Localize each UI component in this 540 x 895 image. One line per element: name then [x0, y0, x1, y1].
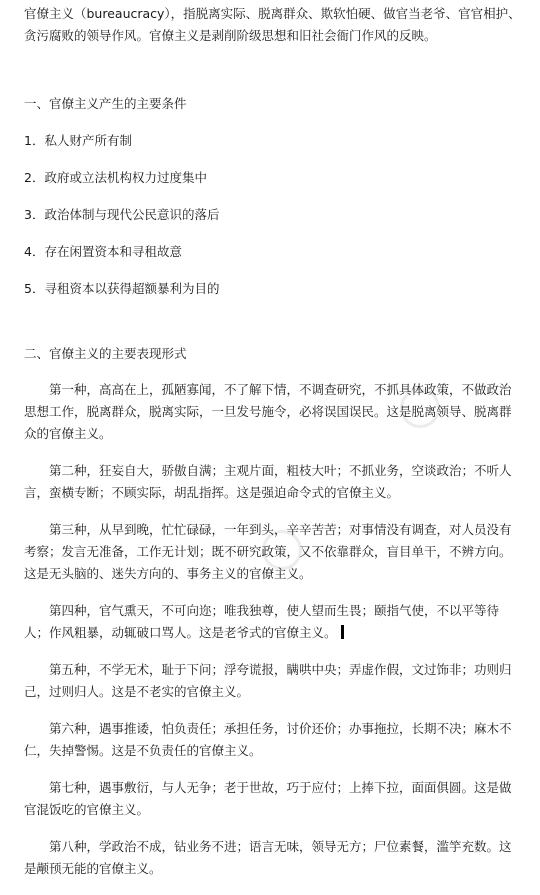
form-paragraph: 第八种，学政治不成，钻业务不进；语言无味，领导无方；尸位素餐，滥竽充数。这是颟顸无能的官僚主义。: [24, 839, 512, 876]
condition-item: 5．寻租资本以获得超额暴利为目的: [24, 281, 220, 296]
form-paragraph: 第一种，高高在上，孤陋寡闻，不了解下情，不调查研究，不抓具体政策，不做政治思想工作，脱离群众，脱离实际，一旦发号施令，必将误国误民。这是脱离领导、脱离群众的官僚主义。: [24, 382, 512, 441]
form-paragraph: 第二种，狂妄自大，骄傲自满；主观片面，粗枝大叶；不抓业务，空谈政治；不听人言，蛮横专断；不顾实际，胡乱指挥。这是强迫命令式的官僚主义。: [24, 463, 512, 500]
section-heading-forms: 二、官僚主义的主要表现形式: [24, 346, 187, 361]
form-paragraph-text: 第四种，官气熏天，不可向迩；唯我独尊，使人望而生畏；颐指气使，不以平等待人；作风粗暴，动辄破口骂人。这是老爷式的官僚主义。: [24, 603, 500, 640]
form-paragraph: 第五种，不学无术，耻于下问；浮夸谎报，瞒哄中央；弄虚作假，文过饰非；功则归己，过则归人。这是不老实的官僚主义。: [24, 662, 512, 699]
form-paragraph: 第三种，从早到晚，忙忙碌碌，一年到头，辛辛苦苦；对事情没有调查，对人员没有考察；发言无准备，工作无计划；既不研究政策，又不依靠群众，盲目单干，不辨方向。这是无头脑的、迷失方向的、事务主义的官僚主义。: [24, 522, 512, 581]
condition-item: 2．政府或立法机构权力过度集中: [24, 170, 207, 185]
condition-item: 1．私人财产所有制: [24, 133, 132, 148]
form-paragraph: 第七种，遇事敷衍，与人无争；老于世故，巧于应付；上捧下拉，面面俱圆。这是做官混饭吃的官僚主义。: [24, 780, 512, 817]
condition-item: 4．存在闲置资本和寻租故意: [24, 244, 182, 259]
section-heading-conditions: 一、官僚主义产生的主要条件: [24, 96, 187, 111]
text-cursor: [341, 625, 344, 639]
form-paragraph: 第六种，遇事推诿，怕负责任；承担任务，讨价还价；办事拖拉，长期不决；麻木不仁，失掉警惕。这是不负责任的官僚主义。: [24, 721, 512, 758]
condition-item: 3．政治体制与现代公民意识的落后: [24, 207, 220, 222]
form-paragraph: [24, 600, 522, 644]
intro-paragraph: 官僚主义（bureaucracy），指脱离实际、脱离群众、欺软怕硬、做官当老爷、官官相护、贪污腐败的领导作风。官僚主义是剥削阶级思想和旧社会衙门作风的反映。: [24, 6, 521, 43]
document-body: [24, 3, 522, 895]
